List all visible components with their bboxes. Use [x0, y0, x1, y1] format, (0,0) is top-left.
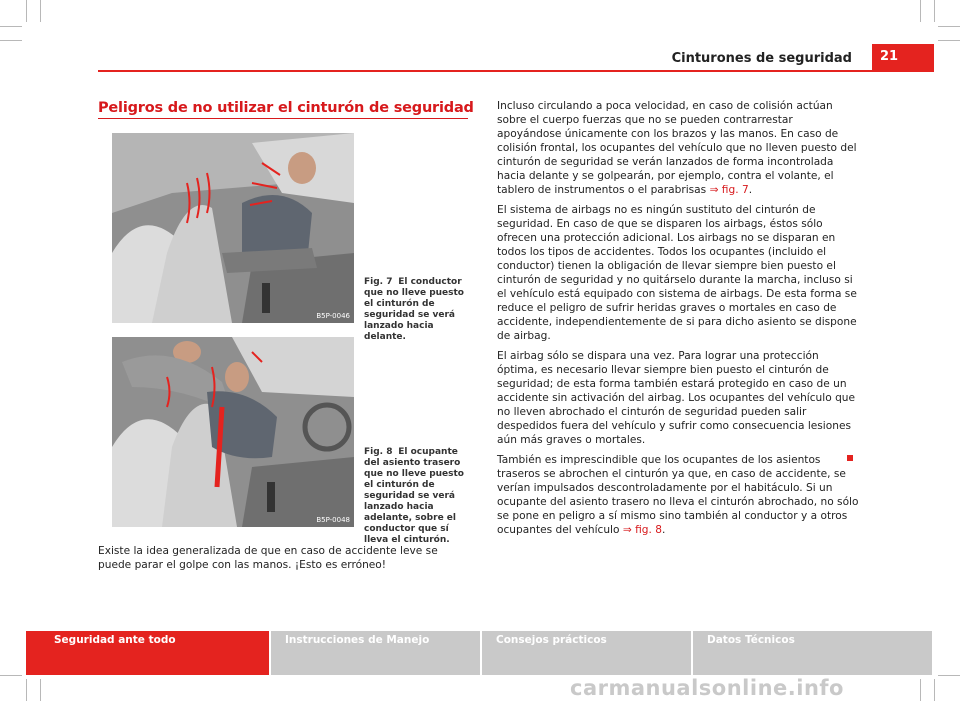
crop-mark [934, 0, 935, 22]
paragraph [497, 203, 859, 343]
tab-datos[interactable] [693, 631, 932, 675]
figure-7-image [112, 133, 354, 323]
section-title: Peligros de no utilizar el cinturón de seguridad [98, 100, 474, 116]
paragraph-text: El sistema de airbags no es ningún sustituto del cinturón de seguridad. En caso de que se disparen los airbags, éstos sólo ofrecen una protección adicional. Los airbags no se disparan en todos los tipos de accidentes. Todos los ocupantes (incluido el conductor) tienen la obligación de llevar siempre bien puesto el cinturón de seguridad y no quitárselo durante la marcha, incluso si el vehículo está equipado con sistema de airbags. De esta forma se reduce el peligro de sufrir heridas graves o mortales en caso de accidente, independientemente de si para dicho asiento se dispone de airbag. [497, 204, 857, 342]
caption-text: El ocupante del asiento trasero que no lleve puesto el cinturón de seguridad se verá lanzado hacia adelante, sobre el conductor que sí lleva el cinturón. [364, 447, 464, 545]
tab-consejos[interactable] [482, 631, 691, 675]
tab-label: Seguridad ante todo [54, 634, 176, 646]
section-rule [98, 118, 468, 119]
crop-mark [0, 26, 22, 27]
crop-mark [26, 679, 27, 701]
watermark: carmanualsonline.info [570, 676, 844, 700]
paragraph [497, 99, 859, 197]
figure-reference-link[interactable]: ⇒ fig. 7 [709, 184, 749, 196]
section-end-square-icon [847, 455, 853, 461]
paragraph [497, 453, 859, 537]
right-column [497, 99, 859, 543]
crop-mark [0, 40, 22, 41]
tab-seguridad[interactable] [26, 631, 269, 675]
crop-mark [26, 0, 27, 22]
crop-mark [40, 0, 41, 22]
paragraph-text: El airbag sólo se dispara una vez. Para lograr una protección óptima, es necesario llevar siempre bien puesto el cinturón de seguridad; de esta forma también estará protegido en caso de un accidente sin activación del airbag. Los ocupantes del vehículo que no lleven abrochado el cinturón de seguridad pueden salir despedidos fuera del vehículo y sufrir como consecuencia lesiones aún más graves o mortales. [497, 350, 856, 446]
running-header: Cinturones de seguridad [671, 51, 852, 66]
figure-reference-link[interactable]: ⇒ fig. 8 [622, 524, 662, 536]
figure-label: Fig. 8 [364, 447, 393, 457]
crop-mark [40, 679, 41, 701]
paragraph-text: Incluso circulando a poca velocidad, en caso de colisión actúan sobre el cuerpo fuerzas que no se pueden contrarrestar apoyándose únicamente con los brazos y las manos. En caso de colisión frontal, los ocupantes del vehículo que no lleven puesto del cinturón de seguridad se verán lanzados de forma incontrolada hacia delante y se golpearán, por ejemplo, contra el volante, el tablero de instrumentos o el parabrisas [497, 100, 857, 196]
tab-label: Consejos prácticos [496, 634, 607, 646]
crop-mark [920, 0, 921, 22]
caption-text: El conductor que no lleve puesto el cinturón de seguridad se verá lanzado hacia delante. [364, 277, 464, 342]
figure-code: B5P-0046 [316, 312, 350, 320]
figure-8-image [112, 337, 354, 527]
crop-mark [0, 675, 22, 676]
left-paragraph: Existe la idea generalizada de que en caso de accidente leve se puede parar el golpe con las manos. ¡Esto es erróneo! [98, 545, 438, 571]
crop-mark [938, 40, 960, 41]
figure-code: B5P-0048 [316, 516, 350, 524]
crop-mark [938, 26, 960, 27]
paragraph-tail: . [748, 184, 753, 196]
paragraph-tail: . [661, 524, 666, 536]
crop-mark [920, 679, 921, 701]
crop-mark [934, 679, 935, 701]
tab-instrucciones[interactable] [271, 631, 480, 675]
paragraph [497, 349, 859, 447]
tab-label: Datos Técnicos [707, 634, 795, 646]
footer-nav [26, 631, 934, 675]
paragraph-text: También es imprescindible que los ocupantes de los asientos traseros se abrochen el cinturón ya que, en caso de accidente, se verían impulsados descontroladamente por el habitáculo. Si un ocupante del asiento trasero no lleva el cinturón abrochado, no sólo se pone en peligro a sí mismo sino también al conductor y a otros ocupantes del vehículo [497, 454, 859, 536]
figure-8-caption [364, 447, 470, 546]
figure-7-caption [364, 277, 470, 343]
figure-label: Fig. 7 [364, 277, 393, 287]
tab-label: Instrucciones de Manejo [285, 634, 430, 646]
page-number: 21 [872, 44, 934, 70]
header-rule [98, 70, 934, 72]
crop-mark [938, 675, 960, 676]
